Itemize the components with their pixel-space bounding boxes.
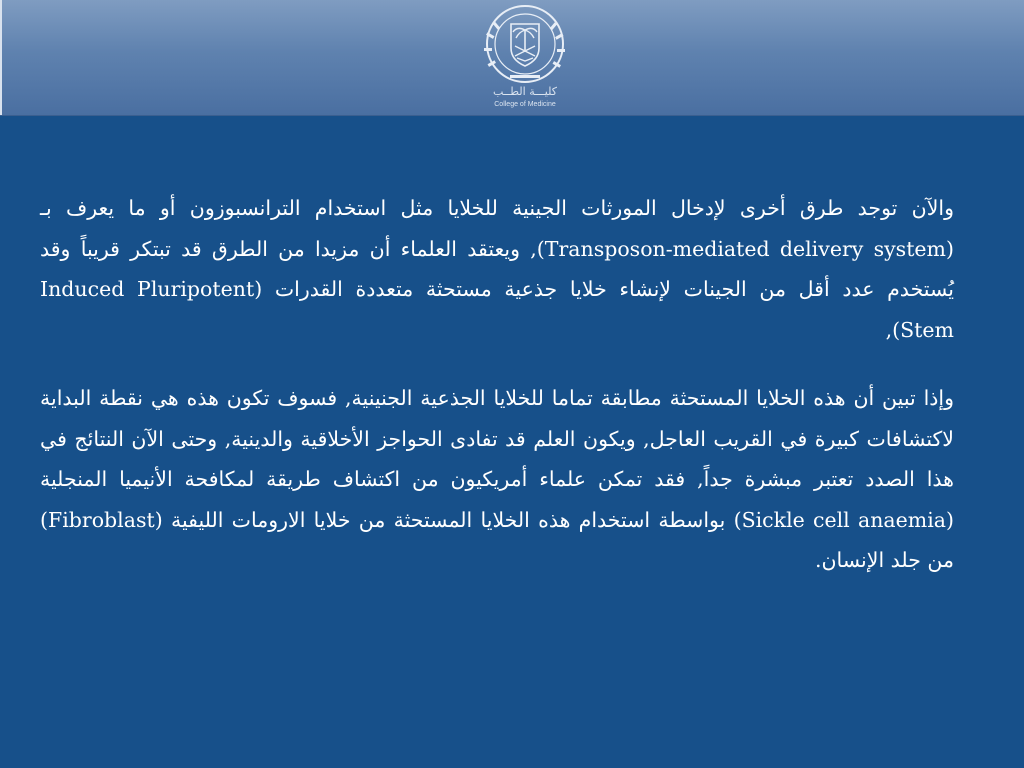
college-name-english: College of Medicine — [494, 101, 556, 108]
paragraph-1: والآن توجد طرق أخرى لإدخال المورثات الجينية للخلايا مثل استخدام الترانسبوزون أو ما يعرف بـ (Transposon-mediated delivery system), ويعتقد العلماء أن مزيدا من الطرق قد تبتكر قريباً وقد يُستخدم عدد أقل من الجينات لإنشاء خلايا جذعية مستحثة متعددة القدرات (Induced Pluripotent Stem), — [40, 196, 955, 342]
college-logo — [455, 2, 595, 114]
header-left-edge — [0, 0, 2, 115]
paragraph-2: وإذا تبين أن هذه الخلايا المستحثة مطابقة تماما للخلايا الجذعية الجنينية, فسوف تكون هذه هي نقطة البداية لاكتشافات كبيرة في القريب العاجل, ويكون العلم قد تفادى الحواجز الأخلاقية والدينية, وحتى الآن النتائج في هذا الصدد تعتبر مبشرة جداً, فقد تمكن علماء أمريكيون من اكتشاف طريقة لمكافحة الأنيميا المنجلية (Sickle cell anaemia) بواسطة استخدام هذه الخلايا المستحثة من خلايا الارومات الليفية (Fibroblast) من جلد الإنسان. — [40, 386, 954, 572]
king-saud-university-emblem-icon — [455, 2, 595, 86]
slide-body — [40, 188, 954, 581]
college-name-arabic: كليـــة الطــب — [493, 85, 557, 98]
